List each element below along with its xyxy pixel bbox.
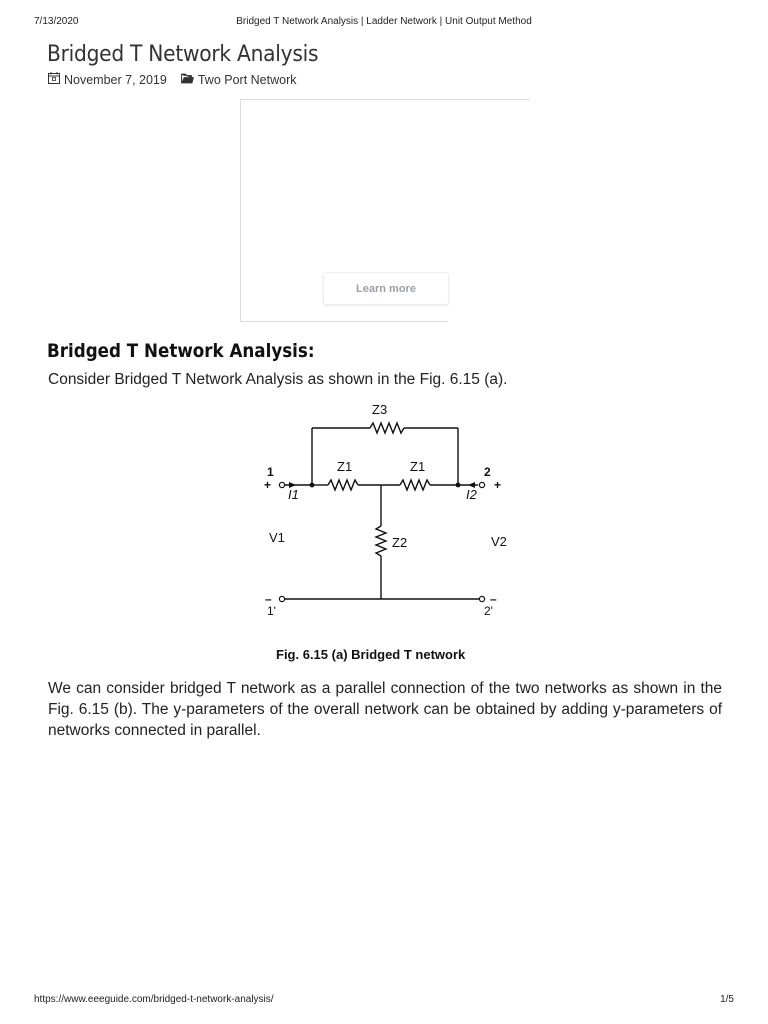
terminal-1 (279, 482, 284, 487)
label-port2-prime: 2' (484, 604, 493, 618)
print-date: 7/13/2020 (34, 16, 79, 27)
label-z3: Z3 (372, 402, 388, 417)
post-date (48, 72, 167, 87)
folder-icon (181, 73, 194, 87)
label-port2-plus: + (494, 478, 502, 492)
label-port1-plus: + (264, 478, 272, 492)
label-port2-minus: – (490, 592, 497, 606)
ad-container (240, 99, 530, 322)
z1-left-resistor (328, 480, 358, 490)
label-port2: 2 (484, 465, 491, 479)
print-footer (34, 994, 734, 1008)
bridged-t-network-figure (250, 398, 530, 668)
bridged-t-circuit-diagram (250, 398, 530, 668)
label-i1: I1 (288, 487, 299, 502)
post-category-link[interactable]: Two Port Network (197, 72, 297, 87)
label-i2: I2 (466, 487, 477, 502)
post-meta (48, 72, 296, 87)
label-port1-minus: – (265, 592, 272, 606)
terminal-2-prime (479, 596, 484, 601)
print-document-title: Bridged T Network Analysis | Ladder Network | Unit Output Method (236, 16, 532, 27)
print-page-number: 1/5 (720, 994, 734, 1005)
z2-resistor (376, 526, 386, 556)
post-title: Bridged T Network Analysis (47, 42, 319, 67)
print-header (34, 16, 734, 30)
label-z1-left: Z1 (337, 459, 353, 474)
z3-resistor (370, 423, 404, 433)
calendar-icon (48, 72, 60, 87)
label-v1: V1 (269, 530, 285, 545)
intro-paragraph: Consider Bridged T Network Analysis as shown in the Fig. 6.15 (a). (48, 371, 508, 388)
print-url: https://www.eeeguide.com/bridged-t-network-analysis/ (34, 994, 274, 1005)
figure-caption: Fig. 6.15 (a) Bridged T network (276, 647, 466, 662)
label-port1: 1 (267, 465, 274, 479)
label-z1-right: Z1 (410, 459, 426, 474)
label-port1-prime: 1' (267, 604, 276, 618)
terminal-1-prime (279, 596, 284, 601)
learn-more-button[interactable]: Learn more (323, 272, 449, 305)
terminal-2 (479, 482, 484, 487)
junction-right (456, 483, 461, 488)
junction-left (310, 483, 315, 488)
section-heading: Bridged T Network Analysis: (47, 340, 315, 362)
label-v2: V2 (491, 534, 507, 549)
label-z2: Z2 (392, 535, 408, 550)
z1-right-resistor (400, 480, 430, 490)
post-category[interactable] (181, 73, 297, 87)
body-paragraph: We can consider bridged T network as a parallel connection of the two networks as shown in the Fig. 6.15 (b). The y-parameters of the overall network can be obtained by adding y-parameters of networks connected in parallel. (48, 680, 722, 739)
post-date-text: November 7, 2019 (64, 72, 167, 87)
